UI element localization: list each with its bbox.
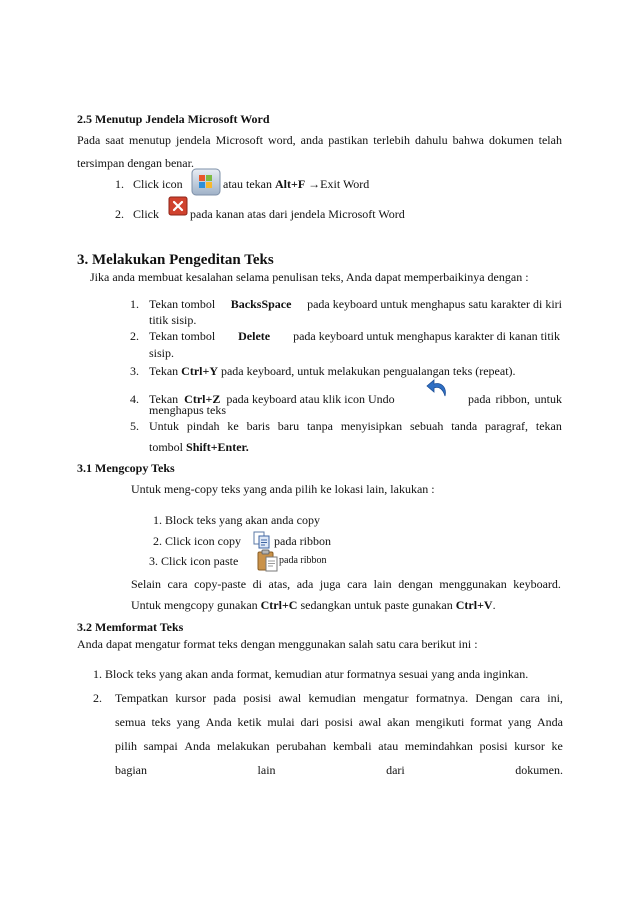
word: atau: [378, 739, 399, 753]
list-item-cont: [115, 739, 563, 753]
word: dari: [386, 763, 405, 777]
word: word,: [267, 133, 296, 147]
word: yang: [176, 715, 200, 729]
undo-icon[interactable]: [425, 377, 451, 401]
word: paragraf,: [485, 419, 529, 433]
word: lain: [373, 577, 392, 591]
word: kursor: [514, 739, 545, 753]
shortcut-key: Delete: [238, 329, 271, 343]
list-item: 1. Block teks yang akan anda format, kemudian atur formatnya sesuai yang anda inginkan.: [93, 667, 529, 681]
shortcut-key: BacksSpace: [230, 297, 292, 311]
word: Selain: [131, 577, 161, 591]
word: awal: [358, 715, 382, 729]
word: pastikan: [328, 133, 369, 147]
shortcut-key: Shift+Enter.: [186, 440, 249, 454]
word: baris: [246, 419, 270, 433]
step-text: pada kanan atas dari jendela Microsoft Word: [190, 207, 405, 221]
word: ketik: [237, 715, 262, 729]
word: posisi: [324, 715, 353, 729]
word: bagian: [115, 763, 147, 777]
list-item-tail: [468, 392, 562, 406]
list-item-cont: [115, 763, 563, 777]
step-text: Click icon: [133, 177, 183, 191]
text: Untuk mengcopy gunakan: [131, 598, 258, 612]
word: terlebih: [373, 133, 410, 147]
paragraph-line: [77, 133, 562, 147]
paragraph-line: [131, 577, 561, 591]
word: tanda: [451, 419, 478, 433]
word: akan: [387, 715, 410, 729]
word: atas,: [268, 577, 291, 591]
word: pilih: [115, 739, 138, 753]
word: dokumen.: [515, 763, 563, 777]
text: sedangkan untuk paste gunakan: [300, 598, 453, 612]
word: keyboard.: [513, 577, 561, 591]
word: bahwa: [452, 133, 484, 147]
list-item-cont: [149, 440, 249, 454]
shortcut-key: Ctrl+V: [455, 598, 493, 612]
word: format: [470, 715, 503, 729]
list-item-cont: menghapus teks: [149, 403, 226, 417]
word: tanpa: [306, 419, 333, 433]
text: Tekan: [149, 364, 179, 378]
word: cara: [347, 577, 368, 591]
list-number: 3.: [130, 364, 139, 378]
list-item: [149, 364, 516, 378]
text: pada keyboard, untuk melakukan pengualangan teks (repeat).: [220, 364, 516, 378]
list-number: 2.: [93, 691, 102, 705]
word: untuk: [534, 392, 562, 406]
text: [115, 715, 563, 729]
word: cara: [519, 691, 540, 705]
word: Microsoft: [215, 133, 263, 147]
shortcut-key: Ctrl+Z: [184, 392, 221, 406]
word: baru: [277, 419, 300, 433]
text: Tekan: [149, 392, 179, 406]
word: Anda: [537, 715, 563, 729]
list-item: [115, 691, 563, 705]
list-number: 1.: [130, 297, 139, 311]
word: Anda: [184, 739, 211, 753]
arrow-icon: →: [308, 177, 321, 191]
word: ke: [227, 419, 239, 433]
word: posisi: [243, 691, 272, 705]
word: menggunakan: [439, 577, 507, 591]
list-item: 3. Click icon paste: [149, 554, 239, 568]
list-item-cont: [115, 715, 563, 729]
word: mulai: [267, 715, 295, 729]
word: saat: [105, 133, 124, 147]
text: atau tekan: [223, 177, 272, 191]
step-number: 2.: [115, 207, 124, 221]
paragraph-line: tersimpan dengan benar.: [77, 156, 194, 170]
section-3-intro: Jika anda membuat kesalahan selama penulisan teks, Anda dapat memperbaikinya dengan :: [90, 270, 529, 284]
text: pada keyboard untuk menghapus satu karakter di kiri: [307, 297, 562, 311]
list-item: 1. Block teks yang akan anda copy: [153, 513, 320, 527]
close-x-icon[interactable]: [168, 196, 188, 216]
list-item-cont: titik sisip.: [149, 313, 197, 327]
text: [115, 691, 563, 705]
section-3-1-intro: Untuk meng-copy teks yang anda pilih ke lokasi lain, lakukan :: [131, 482, 435, 496]
text: tombol: [149, 440, 184, 454]
text: [149, 419, 562, 433]
list-item: [149, 419, 562, 433]
office-button-icon[interactable]: [191, 168, 221, 196]
section-3-2-intro: Anda dapat mengatur format teks dengan menggunakan salah satu cara berikut ini :: [77, 637, 478, 651]
text: [115, 739, 563, 753]
word: mengikuti: [415, 715, 465, 729]
text: .: [492, 598, 496, 612]
text: pada keyboard atau klik icon Undo: [226, 392, 395, 406]
word: di: [252, 577, 262, 591]
text: Exit Word: [320, 177, 370, 191]
step-text: Click: [133, 207, 159, 221]
list-number: 5.: [130, 419, 139, 433]
word: mengatur: [363, 691, 409, 705]
word: ribbon,: [495, 392, 530, 406]
text: [131, 577, 561, 591]
word: Dengan: [475, 691, 513, 705]
list-item: 2. Click icon copy: [153, 534, 241, 548]
section-2-5-heading: 2.5 Menutup Jendela Microsoft Word: [77, 112, 270, 126]
word: sampai: [143, 739, 178, 753]
paste-icon[interactable]: [256, 549, 280, 573]
word: menutup: [128, 133, 171, 147]
word: dari: [300, 715, 320, 729]
word: lain: [257, 763, 276, 777]
list-item-cont: sisip.: [149, 346, 175, 360]
word: dahulu: [414, 133, 448, 147]
word: teks: [151, 715, 171, 729]
word: yang: [507, 715, 532, 729]
word: Tempatkan: [115, 691, 169, 705]
shortcut-key: Ctrl+Y: [181, 364, 218, 378]
word: sebuah: [410, 419, 444, 433]
section-3-2-heading: 3.2 Memformat Teks: [77, 620, 184, 634]
word: Anda: [205, 715, 232, 729]
shortcut-key: Ctrl+C: [260, 598, 298, 612]
text: [468, 392, 562, 406]
word: formatnya.: [415, 691, 469, 705]
paragraph-line: [131, 598, 496, 612]
list-number: 2.: [130, 329, 139, 343]
section-3-1-heading: 3.1 Mengcopy Teks: [77, 461, 175, 475]
text: [77, 133, 562, 147]
word: dengan: [398, 577, 433, 591]
step-number: 1.: [115, 177, 124, 191]
word: semua: [115, 715, 146, 729]
word: posisi: [479, 739, 508, 753]
word: copy-paste: [194, 577, 247, 591]
list-item-tail: pada ribbon: [274, 534, 331, 548]
word: cara: [167, 577, 188, 591]
word: tekan: [535, 419, 562, 433]
word: kemudian: [308, 691, 356, 705]
word: dokumen: [488, 133, 534, 147]
copy-icon[interactable]: [252, 530, 272, 550]
word: perubahan: [276, 739, 327, 753]
word: melakukan: [216, 739, 270, 753]
text: Tekan tombol: [149, 297, 216, 311]
text: pada keyboard untuk menghapus karakter di kanan titik: [293, 329, 560, 343]
word: pada: [213, 691, 237, 705]
word: juga: [319, 577, 341, 591]
word: Pada: [77, 133, 101, 147]
word: telah: [538, 133, 562, 147]
word: ada: [296, 577, 314, 591]
text: Tekan tombol: [149, 329, 216, 343]
word: jendela: [175, 133, 211, 147]
word: anda: [300, 133, 324, 147]
word: Untuk: [149, 419, 179, 433]
word: kursor: [175, 691, 207, 705]
list-item-tail: pada ribbon: [279, 555, 327, 566]
word: pada: [468, 392, 491, 406]
shortcut-key: Alt+F: [274, 177, 306, 191]
section-3-heading: 3. Melakukan Pengeditan Teks: [77, 252, 274, 268]
list-item: [149, 329, 560, 343]
word: menyisipkan: [340, 419, 403, 433]
list-item: [149, 297, 562, 311]
word: ke: [551, 739, 563, 753]
list-number: 4.: [130, 392, 139, 406]
step-text: [223, 177, 369, 191]
word: memindahkan: [404, 739, 473, 753]
word: pindah: [186, 419, 220, 433]
word: ini,: [547, 691, 563, 705]
word: kembali: [332, 739, 372, 753]
word: awal: [278, 691, 302, 705]
